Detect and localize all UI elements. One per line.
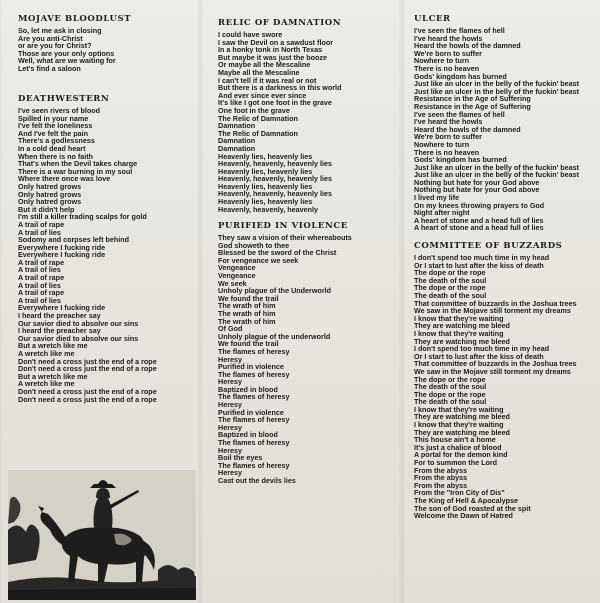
lyric-line: The death of the soul — [414, 275, 487, 285]
lyric-line: The flames of heresy — [218, 438, 290, 448]
lyric-line: Heresy — [218, 377, 242, 387]
lyric-line: We're born to suffer — [414, 48, 482, 58]
lyric-line: The dope or the rope — [414, 283, 486, 293]
lyric-line: Heavenly, heavenly, heavenly — [218, 204, 319, 214]
lyric-line: Only hatred grows — [18, 189, 82, 199]
lyric-line: The wrath of him — [218, 316, 276, 326]
lyric-line: I lived my life — [414, 193, 460, 203]
lyric-line: I saw the Devil on a sawdust floor — [218, 37, 334, 47]
song-purified-in-violence — [218, 221, 352, 485]
lyric-line: Of God — [218, 324, 243, 334]
lyric-line: There is no heaven — [414, 147, 480, 157]
lyric-line: Damnation — [218, 121, 256, 131]
lyric-line: Everywhere I fucking ride — [18, 250, 106, 260]
lyric-line: Vengeance — [218, 270, 256, 280]
lyric-line: The wrath of him — [218, 301, 276, 311]
lyric-line: I know that they're waiting — [414, 420, 504, 430]
song-relic-of-damnation — [218, 18, 400, 213]
lyric-line: Damnation — [218, 136, 256, 146]
lyric-line: I know that they're waiting — [414, 313, 504, 323]
lyric-line: They are watching me bleed — [414, 321, 510, 331]
lyric-line: I've heard the howls — [414, 33, 483, 43]
lyric-line: The wrath of him — [218, 308, 276, 318]
lyric-line: Or I start to lust after the kiss of death — [414, 351, 544, 361]
lyric-line: I know that they're waiting — [414, 404, 504, 414]
song-mojave-bloodlust — [18, 14, 200, 73]
lyric-line: For to summon the Lord — [414, 458, 498, 468]
lyric-line: I've seen the flames of hell — [414, 26, 505, 35]
lyric-line: On my knees throwing prayers to God — [414, 200, 545, 210]
lyric-line: I know that they're waiting — [414, 328, 504, 338]
lyric-line: A trail of lies — [18, 280, 61, 290]
song-title: RELIC OF DAMNATION — [218, 18, 342, 28]
lyric-line: Don't need a cross just the end of a rope — [18, 386, 157, 396]
lyric-line: Heresy — [218, 422, 242, 432]
lyric-line: They saw a vision of their whereabouts — [218, 233, 352, 242]
lyric-line: That's when the Devil takes charge — [18, 159, 138, 169]
lyric-line: Heard the howls of the damned — [414, 41, 521, 51]
lyric-line: But there is a darkness in this world — [218, 83, 342, 93]
lyric-line: A trail of rape — [18, 219, 65, 229]
lyric-line: Purified in violence — [218, 362, 284, 372]
lyric-line: From the "Iron City of Dis" — [414, 488, 505, 498]
lyric-line: But it didn't help — [18, 204, 75, 214]
lyric-line: They are watching me bleed — [414, 412, 510, 422]
song-lyrics — [218, 31, 400, 213]
lyric-line: Damnation — [218, 143, 256, 153]
lyric-line: Heavenly lies, heavenly lies — [218, 181, 313, 191]
lyric-line: Only hatred grows — [18, 197, 82, 207]
lyric-line: Or maybe all the Mescaline — [218, 60, 311, 70]
lyric-line: A trail of rape — [18, 273, 65, 283]
lyric-line: Gods' kingdom has burned — [414, 155, 507, 165]
lyric-line: When there is no faith — [18, 151, 94, 161]
lyric-line: Baptized in blood — [218, 430, 278, 440]
lyric-line: The dope or the rope — [414, 389, 486, 399]
lyric-line: The Relic of Damnation — [218, 128, 298, 138]
lyric-line: Nowhere to turn — [414, 139, 470, 149]
lyric-line: From the abyss — [414, 465, 468, 475]
lyric-line: I heard the preacher say — [18, 311, 101, 321]
lyric-line: I'm still a killer trading scalps for gold — [18, 212, 147, 222]
lyric-line: And I've felt the pain — [18, 128, 88, 138]
lyric-line: They are watching me bleed — [414, 336, 510, 346]
lyric-line: But a wretch like me — [18, 371, 88, 381]
lyric-line: The flames of heresy — [218, 369, 290, 379]
lyric-line: Just like an ulcer in the belly of the fuckin' beast — [414, 162, 580, 172]
lyric-line: Don't need a cross just the end of a rope — [18, 356, 157, 366]
song-title: MOJAVE BLOODLUST — [18, 14, 132, 24]
lyric-line: Heavenly lies, heavenly lies — [218, 151, 313, 161]
lyric-line: Just like an ulcer in the belly of the fuckin' beast — [414, 79, 580, 89]
lyric-line: Nothing but hate for your God above — [414, 185, 540, 195]
lyric-line: Heresy — [218, 445, 242, 455]
lyric-line: A trail of rape — [18, 288, 65, 298]
lyric-line: Maybe all the Mescaline — [218, 67, 300, 77]
lyric-line: I've felt the loneliness — [18, 121, 93, 131]
lyric-line: There is a war burning in my soul — [18, 166, 133, 176]
lyric-line: A trail of lies — [18, 265, 61, 275]
lyric-line: Just like an ulcer in the belly of the fuckin' beast — [414, 170, 580, 180]
lyric-line: A heart of stone and a head full of lies — [414, 223, 544, 233]
lyric-line: Heavenly, heavenly, heavenly lies — [218, 174, 332, 184]
lyric-line: We saw in the Mojave still torment my dreams — [414, 366, 571, 376]
lyric-line: Everywhere I fucking ride — [18, 242, 106, 252]
lyric-line: Just like an ulcer in the belly of the fuckin' beast — [414, 86, 580, 96]
lyric-line: The flames of heresy — [218, 392, 290, 402]
lyric-line: Resistance in the Age of Suffering — [414, 94, 531, 104]
lyric-line: The dope or the rope — [414, 374, 486, 384]
lyric-line: Don't need a cross just the end of a rope — [18, 394, 157, 404]
lyric-line: The King of Hell & Apocalypse — [414, 496, 518, 505]
lyric-line: Heavenly, heavenly, heavenly lies — [218, 189, 332, 199]
lyric-line: Those are your only options — [18, 48, 115, 58]
song-title: COMMITTEE OF BUZZARDS — [414, 241, 563, 251]
lyric-line: The death of the soul — [414, 397, 487, 407]
lyric-line: Heresy — [218, 400, 242, 410]
song-lyrics — [414, 254, 577, 520]
lyric-line: I can't tell if it was real or not — [218, 75, 317, 85]
lyric-line: Nowhere to turn — [414, 56, 470, 66]
horseman-illustration — [8, 470, 196, 600]
lyric-line: Purified in violence — [218, 407, 284, 417]
lyric-line: Heard the howls of the damned — [414, 124, 521, 134]
lyric-line: Blessed be the sword of the Christ — [218, 248, 337, 258]
lyric-line: Nothing but hate for your God above — [414, 177, 540, 187]
lyric-line: They are watching me bleed — [414, 427, 510, 437]
lyric-line: The dope or the rope — [414, 268, 486, 278]
lyric-line: It's just a chalice of blood — [414, 442, 502, 452]
lyric-line: Heavenly lies, heavenly lies — [218, 197, 313, 207]
song-deathwestern — [18, 94, 157, 403]
horseman-photo — [8, 470, 196, 600]
lyric-line: Sodomy and corpses left behind — [18, 235, 130, 245]
lyric-line: Heresy — [218, 354, 242, 364]
lyric-line: A trail of rape — [18, 257, 65, 267]
lyric-line: We seek — [218, 278, 247, 288]
lyric-line: Let's find a saloon — [18, 63, 81, 73]
lyric-line: Vengeance — [218, 263, 256, 273]
lyric-line: We're born to suffer — [414, 132, 482, 142]
lyric-line: We saw in the Mojave still torment my dreams — [414, 306, 571, 316]
lyric-line: Don't need a cross just the end of a rope — [18, 364, 157, 374]
lyric-line: The Relic of Damnation — [218, 113, 298, 123]
lyric-line: Our savior died to absolve our sins — [18, 333, 139, 343]
lyric-line: In a honky tonk in North Texas — [218, 45, 323, 55]
song-lyrics — [414, 27, 598, 232]
lyric-line: A heart of stone and a head full of lies — [414, 215, 544, 225]
column-middle — [218, 18, 400, 485]
lyric-line: A trail of lies — [18, 227, 61, 237]
lyric-line: Unholy plague of the Underworld — [218, 286, 332, 296]
lyric-line: A wretch like me — [18, 349, 75, 358]
lyric-line: God showeth to thee — [218, 240, 290, 250]
lyric-line: In a cold dead heart — [18, 143, 86, 153]
lyric-line: Our savior died to absolve our sins — [18, 318, 139, 328]
lyric-line: For vengeance we seek — [218, 255, 299, 265]
song-title: PURIFIED IN VIOLENCE — [218, 221, 348, 231]
lyric-line: A trail of lies — [18, 295, 61, 305]
lyric-line: One foot in the grave — [218, 105, 290, 115]
lyric-line: Where there once was love — [18, 174, 111, 184]
lyric-line: So, let me ask in closing — [18, 26, 102, 35]
column-right — [414, 14, 598, 521]
song-lyrics — [18, 107, 157, 403]
lyric-line: Night after night — [414, 208, 470, 218]
lyric-line: The flames of heresy — [218, 346, 290, 356]
lyric-line: Baptized in blood — [218, 384, 278, 394]
lyric-line: But maybe it was just the booze — [218, 52, 328, 62]
lyric-line: A portal for the demon kind — [414, 450, 508, 460]
song-title: ULCER — [414, 14, 451, 24]
lyric-line: I've seen the flames of hell — [414, 109, 505, 119]
lyric-line: Heavenly, heavenly, heavenly lies — [218, 159, 332, 169]
lyric-line: Heavenly lies, heavenly lies — [218, 166, 313, 176]
lyric-line: Well, what are we waiting for — [18, 56, 116, 66]
lyric-line: Are you anti-Christ — [18, 33, 83, 43]
song-lyrics — [18, 27, 200, 73]
lyric-line: The son of God roasted at the spit — [414, 503, 531, 513]
lyric-line: It's like I got one foot in the grave — [218, 98, 332, 108]
lyric-line: Boil the eyes — [218, 453, 263, 463]
lyric-line: That committee of buzzards in the Joshua trees — [414, 298, 577, 308]
lyric-line: From the abyss — [414, 473, 468, 483]
lyric-line: I've heard the howls — [414, 117, 483, 127]
lyric-line: There's a godlessness — [18, 136, 95, 146]
song-lyrics — [218, 234, 352, 485]
lyric-line: I don't spend too much time in my head — [414, 253, 550, 262]
column-left — [18, 14, 200, 404]
lyric-line: We found the trail — [218, 339, 279, 349]
lyric-line: Resistance in the Age of Suffering — [414, 101, 531, 111]
lyric-line: The flames of heresy — [218, 460, 290, 470]
lyric-line: We found the trail — [218, 293, 279, 303]
lyric-line: I heard the preacher say — [18, 326, 101, 336]
lyric-line: The death of the soul — [414, 382, 487, 392]
lyric-line: That committee of buzzards in the Joshua trees — [414, 359, 577, 369]
lyric-line: Cast out the devils lies — [218, 476, 296, 485]
lyric-line: Unholy plague of the underworld — [218, 331, 331, 341]
lyric-line: Only hatred grows — [18, 181, 82, 191]
lyric-line: Spilled in your name — [18, 113, 89, 123]
lyric-line: I could have swore — [218, 30, 283, 39]
song-committee-of-buzzards — [414, 241, 577, 520]
song-title: DEATHWESTERN — [18, 94, 110, 104]
lyric-line: But a wretch like me — [18, 341, 88, 351]
song-ulcer — [414, 14, 598, 232]
lyric-line: This house ain't a home — [414, 435, 496, 445]
lyric-line: A wretch like me — [18, 379, 75, 389]
lyric-line: Everywhere I fucking ride — [18, 303, 106, 313]
lyric-line: There is no heaven — [414, 63, 480, 73]
lyric-line: Or I start to lust after the kiss of death — [414, 260, 544, 270]
lyric-line: From the abyss — [414, 480, 468, 490]
lyric-line: I've seen rivers of blood — [18, 106, 100, 115]
lyric-line: And ever since ever since — [218, 90, 307, 100]
lyric-line: I don't spend too much time in my head — [414, 344, 550, 354]
lyric-line: Welcome the Dawn of Hatred — [414, 511, 513, 521]
lyric-line: The flames of heresy — [218, 415, 290, 425]
lyric-line: Heresy — [218, 468, 242, 478]
lyric-line: Gods' kingdom has burned — [414, 71, 507, 81]
lyric-line: or are you for Christ? — [18, 41, 92, 51]
lyric-line: The death of the soul — [414, 290, 487, 300]
